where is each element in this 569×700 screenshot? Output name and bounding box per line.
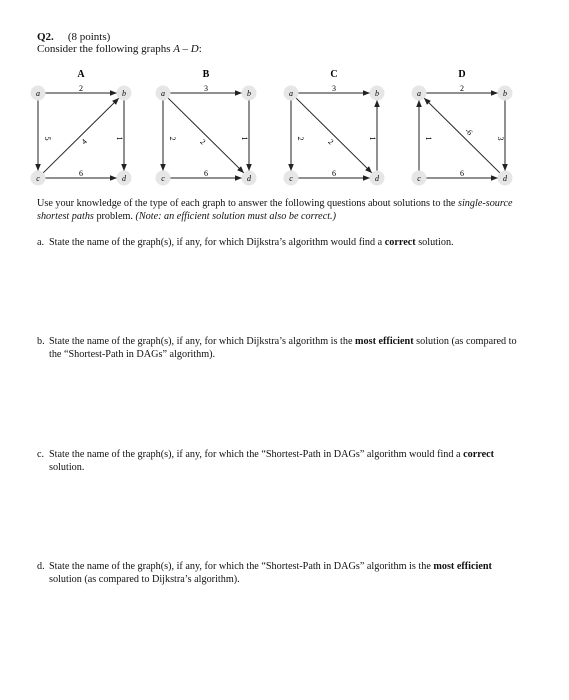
question-b: [37, 336, 527, 361]
node-b: [370, 86, 384, 100]
graph-title: C: [330, 69, 338, 80]
graph-title: A: [77, 69, 85, 80]
node-c: [284, 171, 298, 185]
question-text: State the name of the graph(s), if any, for which Dijkstra’s algorithm is the: [49, 336, 356, 347]
node-a: [31, 86, 45, 100]
node-d: [117, 171, 131, 185]
node-label: d: [122, 174, 126, 183]
graph-A: [31, 69, 131, 185]
edge-weight-label: -6: [463, 126, 475, 138]
node-c: [412, 171, 426, 185]
node-d: [242, 171, 256, 185]
node-label: a: [36, 89, 40, 98]
question-emphasis: correct: [384, 237, 416, 248]
edge-weight-label: 2: [79, 84, 83, 93]
node-a: [412, 86, 426, 100]
node-label: d: [247, 174, 251, 183]
edge-a-d: [296, 98, 372, 173]
node-d: [370, 171, 384, 185]
edge-weight-label: 3: [332, 84, 336, 93]
edge-weight-label: 2: [326, 137, 336, 147]
node-label: c: [289, 174, 293, 183]
edge-weight-label: 2: [198, 137, 208, 147]
node-label: b: [122, 89, 126, 98]
prompt-suffix: :: [198, 43, 202, 55]
edge-weight-label: 6: [460, 169, 464, 178]
edge-weight-label: 5: [43, 136, 52, 141]
node-b: [117, 86, 131, 100]
answer-area-b[interactable]: [37, 368, 527, 438]
question-text-end: solution.: [49, 461, 85, 473]
question-d: [37, 561, 527, 586]
question-label: a.: [37, 237, 45, 248]
node-label: c: [161, 174, 165, 183]
node-label: b: [503, 89, 507, 98]
question-text: State the name of the graph(s), if any, for which Dijkstra’s algorithm would find a: [49, 237, 385, 248]
node-label: a: [417, 89, 421, 98]
edge-d-a: [424, 98, 500, 173]
node-label: b: [375, 89, 379, 98]
node-label: d: [375, 174, 379, 183]
instructions-note: (Note: an efficient solution must also be correct.): [135, 210, 336, 222]
edge-weight-label: 4: [79, 137, 89, 147]
node-label: a: [289, 89, 293, 98]
graph-C: [284, 69, 384, 185]
question-label: d.: [37, 561, 45, 572]
node-b: [498, 86, 512, 100]
node-d: [498, 171, 512, 185]
node-c: [156, 171, 170, 185]
graph-B: [156, 69, 256, 185]
edge-weight-label: 2: [460, 84, 464, 93]
question-number: Q2.: [37, 31, 54, 43]
node-label: a: [161, 89, 165, 98]
edge-weight-label: 1: [240, 136, 249, 141]
node-label: c: [417, 174, 421, 183]
prompt-prefix: Consider the following graphs: [37, 43, 174, 55]
instructions-italic: single-source shortest paths: [37, 198, 513, 222]
question-text-end: solution.: [415, 237, 454, 248]
edge-weight-label: 1: [424, 136, 433, 141]
edge-weight-label: 2: [168, 136, 177, 141]
question-label: b.: [37, 336, 45, 347]
question-text: State the name of the graph(s), if any, for which the “Shortest-Path in DAGs” algorithm is the: [49, 561, 434, 572]
question-emphasis: most efficient: [355, 336, 414, 347]
question-text: State the name of the graph(s), if any, for which the “Shortest-Path in DAGs” algorithm would find a: [49, 449, 464, 460]
question-a: [37, 237, 527, 250]
node-label: c: [36, 174, 40, 183]
edge-weight-label: 3: [496, 136, 505, 141]
node-label: d: [503, 174, 507, 183]
answer-area-c[interactable]: [37, 478, 527, 548]
edge-weight-label: 6: [204, 169, 208, 178]
question-emphasis: correct: [463, 449, 495, 460]
edge-weight-label: 1: [115, 136, 124, 141]
answer-area-d[interactable]: [37, 592, 527, 662]
graphs-figure: [0, 0, 569, 200]
edge-c-b: [43, 98, 119, 173]
question-text-end: solution (as compared to the “Shortest-Path in DAGs” algorithm).: [49, 336, 517, 360]
prompt-range: A – D: [173, 43, 199, 55]
answer-area-a[interactable]: [37, 258, 527, 328]
node-c: [31, 171, 45, 185]
edge-weight-label: 3: [204, 84, 208, 93]
node-label: b: [247, 89, 251, 98]
question-label: c.: [37, 449, 45, 460]
instructions-text-2: problem.: [93, 210, 136, 222]
question-text-end: solution (as compared to Dijkstra’s algorithm).: [49, 573, 240, 585]
node-a: [284, 86, 298, 100]
edge-weight-label: 2: [296, 136, 305, 141]
graph-D: [412, 69, 512, 185]
question-emphasis: most efficient: [433, 561, 492, 572]
edge-weight-label: 6: [79, 169, 83, 178]
graph-title: D: [458, 69, 466, 80]
edge-weight-label: 6: [332, 169, 336, 178]
question-points: (8 points): [67, 31, 111, 43]
node-a: [156, 86, 170, 100]
graph-title: B: [202, 69, 210, 80]
node-b: [242, 86, 256, 100]
edge-a-d: [168, 98, 244, 173]
instructions: [37, 198, 533, 223]
edge-weight-label: 1: [368, 136, 377, 141]
question-c: [37, 449, 527, 474]
instructions-text-1: Use your knowledge of the type of each graph to answer the following questions about solutions to the: [37, 198, 458, 209]
